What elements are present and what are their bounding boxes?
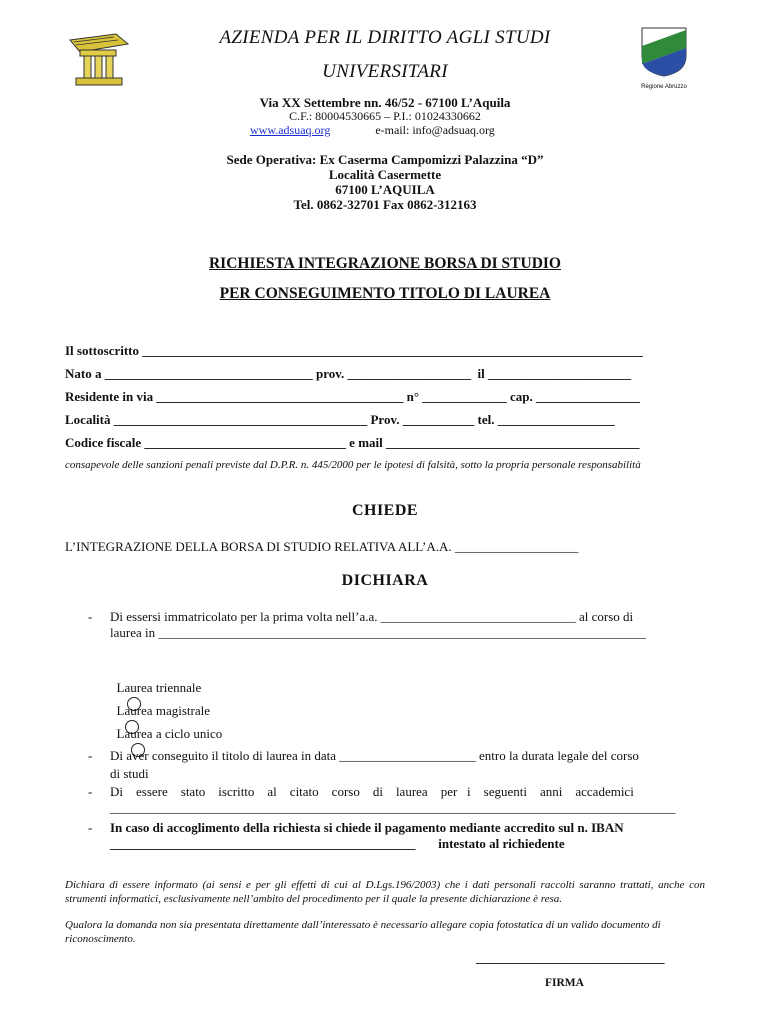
item2-line2: di studi (110, 766, 149, 781)
address: Via XX Settembre nn. 46/52 - 67100 L’Aquila (259, 95, 511, 110)
bullet-dash: - (88, 820, 93, 835)
dichiara-heading: DICHIARA (341, 572, 429, 589)
chiede-text: L’INTEGRAZIONE DELLA BORSA DI STUDIO RELATIVA ALL’A.A. ___________________ (65, 539, 579, 554)
privacy-note: Dichiara di essere informato (ai sensi e per gli effetti di cui al D.Lgs.196/2003) che i dati personali raccolti saranno trattati, anche con strumenti informatici, esclusivamente nell’ambito del procedimento per il quale la presente dichiarazione è resa. (65, 879, 705, 905)
document-title-line2: PER CONSEGUIMENTO TITOLO DI LAUREA (219, 285, 551, 302)
contact-line (250, 123, 550, 138)
fiscal-codes: C.F.: 80004530665 – P.I.: 01024330662 (289, 109, 481, 123)
field-sottoscritto[interactable]: Il sottoscritto _____________________________________________________________________________ (65, 343, 643, 358)
item4-line2: _______________________________________________ intestato al richiedente (110, 836, 565, 851)
sede-line1: Sede Operativa: Ex Caserma Campomizzi Palazzina “D” (226, 152, 544, 167)
signature-line[interactable]: _____________________________ (476, 950, 665, 965)
item4-line1: In caso di accoglimento della richiesta si chiede il pagamento mediante accredito sul n. IBAN (110, 820, 624, 835)
option-label: Laurea a ciclo unico (116, 726, 223, 741)
chiede-heading: CHIEDE (351, 502, 419, 519)
item3-line1: Di essere stato iscritto al citato corso di laurea per i seguenti anni accademici (110, 784, 634, 799)
item1-line2: laurea in ___________________________________________________________________________ (110, 625, 646, 640)
website-link[interactable]: www.adsuaq.org (250, 123, 331, 137)
document-title-line1: RICHIESTA INTEGRAZIONE BORSA DI STUDIO (208, 255, 561, 272)
sede-line3: 67100 L’AQUILA (335, 182, 435, 197)
sede-line2: Località Casermette (328, 167, 442, 182)
option-label: Laurea magistrale (116, 703, 210, 718)
item1-line1: Di essersi immatricolato per la prima volta nell’a.a. ______________________________ al corso di (110, 609, 634, 624)
email-text: e-mail: info@adsuaq.org (375, 123, 495, 137)
field-residente[interactable]: Residente in via ______________________________________ n° _____________ cap. ________________ (65, 389, 641, 404)
field-nato[interactable]: Nato a ________________________________ prov. ___________________ il ______________________ (65, 366, 631, 381)
org-name-line2: UNIVERSITARI (322, 61, 448, 82)
bullet-dash: - (88, 748, 93, 763)
bullet-dash: - (88, 609, 93, 624)
bullet-dash: - (88, 784, 93, 799)
qualora-note: Qualora la domanda non sia presentata direttamente dall’interessato è necessario allegare copia fotostatica di un valido documento di riconoscimento. (65, 919, 661, 945)
item3-line2: _______________________________________________________________________________________ (110, 800, 676, 815)
field-codice-fiscale[interactable]: Codice fiscale _______________________________ e mail _______________________________________ (65, 435, 640, 450)
region-logo-text: Regione Abruzzo (641, 84, 687, 90)
field-localita[interactable]: Località _______________________________________ Prov. ___________ tel. __________________ (65, 412, 615, 427)
signature-label: FIRMA (545, 977, 584, 989)
sede-line4: Tel. 0862-32701 Fax 0862-312163 (293, 197, 477, 212)
option-label: Laurea triennale (116, 680, 202, 695)
org-name-line1: AZIENDA PER IL DIRITTO AGLI STUDI (219, 27, 551, 48)
item2-line1: Di aver conseguito il titolo di laurea in data _____________________ entro la durata legale del corso (110, 748, 639, 763)
consapevole-note: consapevole delle sanzioni penali previste dal D.P.R. n. 445/2000 per le ipotesi di falsità, sotto la propria personale responsabilità (65, 459, 641, 471)
